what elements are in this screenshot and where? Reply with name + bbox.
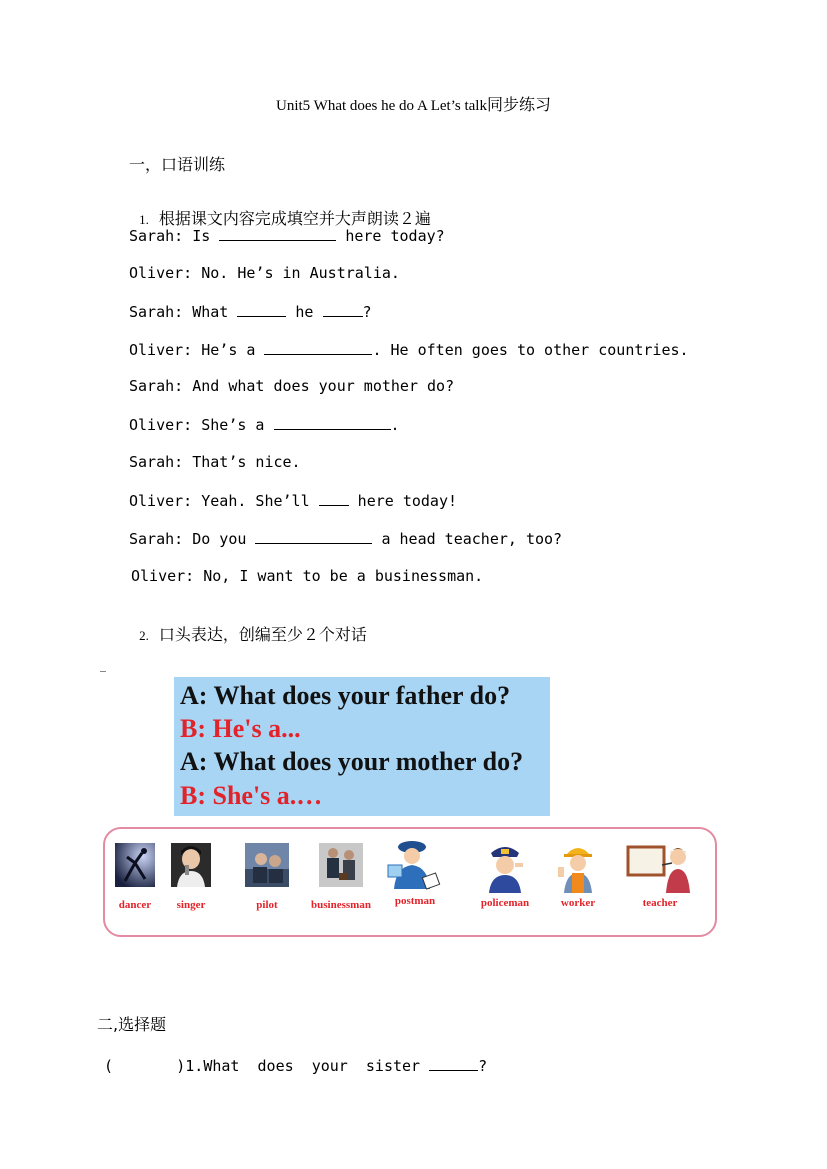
policeman-picture (483, 841, 527, 893)
dialogue-text: Sarah: Do you (129, 530, 256, 548)
job-label-pilot: pilot (256, 899, 278, 911)
job-label-worker: worker (560, 897, 596, 909)
title-chinese: 同步练习 (486, 95, 551, 114)
task1-number: 1. (139, 212, 149, 227)
dialogue-line-1 (129, 226, 445, 245)
dialogue-line-10 (131, 567, 483, 585)
businessman-picture (319, 843, 363, 887)
job-label-policeman: policeman (480, 897, 530, 909)
job-singer (153, 843, 229, 911)
dialogue-text: Sarah: What (129, 303, 238, 321)
model-question-mother: A: What does your mother do? (180, 747, 524, 776)
title-english: Unit5 What does he do A Let’s talk (276, 98, 487, 114)
job-label-singer: singer (176, 899, 206, 911)
dialogue-text: here today! (348, 492, 458, 510)
model-answer-she: B: She's a.… (180, 781, 323, 810)
dialogue-line-7 (129, 453, 301, 471)
dialogue-text: . (390, 416, 400, 434)
dialogue-text: ? (362, 303, 372, 321)
dialogue-line-4 (129, 340, 689, 359)
job-label-dancer: dancer (118, 899, 152, 911)
dialogue-text: Sarah: And what does your mother do? (129, 377, 455, 395)
answer-blank[interactable] (219, 226, 336, 241)
dialogue-line-9 (129, 529, 562, 548)
job-policeman (467, 843, 543, 909)
dialogue-text: Oliver: She’s a (129, 416, 274, 434)
task2-text: 口头表达，创编至少２个对话 (158, 625, 367, 644)
worksheet-title (0, 92, 827, 115)
dialogue-text: Oliver: He’s a (129, 341, 265, 359)
question-text: 1.What does your sister (185, 1057, 430, 1075)
section1-heading: 一，口语训练 (129, 155, 226, 174)
job-worker (540, 843, 616, 909)
dialogue-text: here today? (336, 227, 445, 245)
pilot-picture (245, 843, 289, 887)
task2-instruction (129, 603, 367, 645)
postman-picture (386, 839, 444, 895)
section2-heading: 二,选择题 (97, 1015, 167, 1034)
job-teacher (622, 843, 698, 909)
answer-blank[interactable] (264, 340, 372, 355)
dancer-picture (115, 843, 155, 887)
dialogue-text: he (286, 303, 323, 321)
dialogue-line-3 (129, 302, 372, 321)
jobs-picture-strip (103, 827, 717, 937)
answer-parentheses[interactable]: ( ) (104, 1057, 186, 1075)
dialogue-line-2 (129, 264, 400, 282)
answer-blank[interactable] (429, 1056, 478, 1071)
dialogue-text: Oliver: Yeah. She’ll (129, 492, 319, 510)
model-question-father: A: What does your father do? (180, 681, 511, 710)
job-label-teacher: teacher (642, 897, 678, 909)
dialogue-text: Sarah: Is (129, 227, 220, 245)
dialogue-text: Sarah: That’s nice. (129, 453, 301, 471)
dialogue-text: . He often goes to other countries. (372, 341, 689, 359)
dialogue-text: Oliver: No, I want to be a businessman. (131, 567, 484, 585)
dialogue-text: a head teacher, too? (372, 530, 563, 548)
worker-picture (558, 841, 598, 893)
dialogue-line-6 (129, 415, 400, 434)
task1-text: 根据课文内容完成填空并大声朗读２遍 (158, 209, 431, 228)
job-label-postman: postman (394, 895, 436, 907)
answer-blank[interactable] (255, 529, 372, 544)
question-1 (104, 1056, 487, 1075)
answer-blank[interactable] (237, 302, 286, 317)
singer-picture (171, 843, 211, 887)
stray-mark (100, 671, 106, 672)
job-postman (377, 843, 453, 907)
answer-blank[interactable] (274, 415, 391, 430)
dialogue-text: Oliver: No. He’s in Australia. (129, 264, 400, 282)
teacher-picture (626, 841, 694, 893)
model-dialogue-box (174, 677, 550, 816)
answer-blank[interactable] (323, 302, 363, 317)
task2-number: 2. (139, 628, 149, 643)
job-pilot (229, 843, 305, 911)
job-businessman (303, 843, 379, 911)
dialogue-line-8 (129, 491, 457, 510)
job-label-businessman: businessman (311, 899, 371, 911)
model-answer-he: B: He's a... (180, 714, 301, 743)
dialogue-line-5 (129, 377, 454, 395)
question-end: ? (478, 1057, 488, 1075)
task1-instruction (129, 187, 431, 229)
answer-blank[interactable] (319, 491, 349, 506)
